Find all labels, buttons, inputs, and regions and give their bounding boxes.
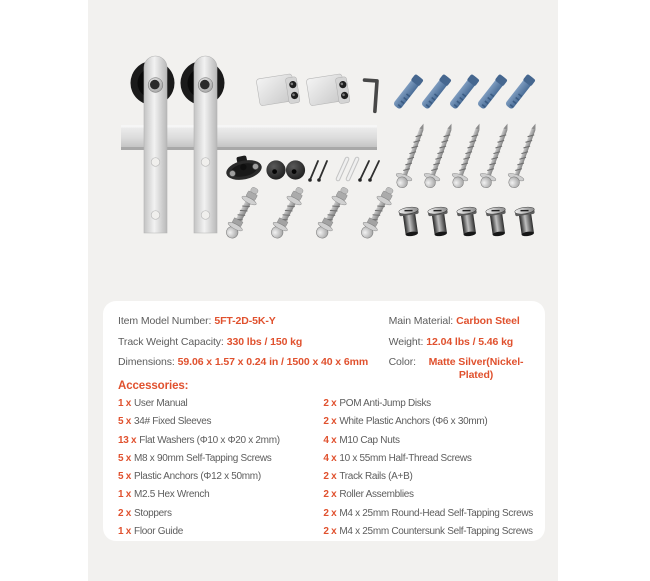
- accessory-item: [323, 468, 533, 486]
- accessory-text: Flat Washers (Φ10 x Φ20 x 2mm): [139, 434, 280, 446]
- accessories-column-left: [118, 395, 323, 541]
- spec-value: Carbon Steel: [456, 315, 520, 327]
- accessory-text: White Plastic Anchors (Φ6 x 30mm): [339, 416, 488, 428]
- small-screws-black: [358, 161, 379, 182]
- spec-value: 330 lbs / 150 kg: [226, 335, 303, 348]
- fixed-sleeve: [306, 73, 350, 108]
- anti-jump-disks: [266, 160, 305, 179]
- accessory-count: 2 x: [323, 398, 337, 409]
- spec-dimensions: [118, 352, 389, 373]
- spec-card: [103, 301, 545, 541]
- accessory-item: [323, 523, 533, 541]
- spec-track-weight-capacity: [118, 332, 389, 353]
- accessory-item: [323, 486, 533, 504]
- accessory-item: [323, 413, 533, 431]
- product-photo: [88, 40, 558, 270]
- spec-column-right: [389, 311, 533, 379]
- spec-label: Track Weight Capacity:: [118, 335, 224, 348]
- accessory-text: M8 x 90mm Self-Tapping Screws: [134, 452, 272, 464]
- accessory-count: 5 x: [118, 416, 132, 428]
- spec-item-model-number: [118, 311, 389, 332]
- accessory-text: Track Rails (A+B): [339, 471, 413, 483]
- accessory-text: Floor Guide: [134, 526, 183, 538]
- accessory-item: [118, 413, 323, 431]
- accessory-item: [323, 505, 533, 523]
- accessory-count: 4 x: [323, 434, 337, 446]
- spec-label: Color:: [388, 356, 416, 368]
- accessory-count: 2 x: [118, 507, 132, 519]
- spec-color: [389, 352, 533, 382]
- accessory-item: [118, 468, 323, 486]
- accessory-count: 2 x: [323, 507, 337, 519]
- spec-value: Matte Silver(Nickel-Plated): [428, 356, 524, 381]
- accessory-text: User Manual: [134, 398, 188, 409]
- accessory-count: 2 x: [323, 489, 337, 501]
- spec-label: Weight:: [388, 335, 424, 348]
- spec-label: Main Material:: [388, 315, 454, 327]
- spec-main-material: [389, 311, 533, 332]
- accessory-item: [118, 450, 323, 468]
- accessory-text: 34# Fixed Sleeves: [134, 416, 212, 428]
- accessory-text: 10 x 55mm Half-Thread Screws: [339, 452, 472, 464]
- accessory-count: 1 x: [118, 398, 132, 409]
- accessory-item: [118, 395, 323, 413]
- plastic-anchors-blue: [392, 74, 536, 110]
- accessory-text: Stoppers: [134, 507, 172, 519]
- small-screws-black: [308, 161, 327, 182]
- accessory-count: 2 x: [323, 526, 337, 538]
- accessory-text: M4 x 25mm Round-Head Self-Tapping Screws: [339, 507, 533, 519]
- accessories-list: [118, 393, 533, 541]
- accessory-count: 4 x: [323, 452, 337, 464]
- accessory-count: 5 x: [118, 452, 132, 464]
- white-plastic-anchors: [338, 159, 357, 179]
- accessory-text: M2.5 Hex Wrench: [134, 489, 210, 501]
- accessory-item: [118, 432, 323, 450]
- spec-value: 5FT-2D-5K-Y: [214, 315, 276, 327]
- accessory-count: 13 x: [118, 434, 137, 446]
- spec-column-left: [118, 311, 389, 379]
- spec-value: 12.04 lbs / 5.46 kg: [426, 335, 514, 348]
- spec-label: Item Model Number:: [118, 315, 212, 327]
- hex-wrench-icon: [362, 80, 377, 111]
- accessory-item: [118, 505, 323, 523]
- spec-weight: [389, 332, 533, 353]
- accessory-count: 2 x: [323, 416, 337, 428]
- cap-nuts: [398, 206, 537, 237]
- accessory-text: POM Anti-Jump Disks: [339, 398, 431, 409]
- content-background: [88, 0, 558, 581]
- accessory-item: [323, 450, 533, 468]
- self-tapping-screws: [392, 121, 543, 190]
- accessory-count: 2 x: [323, 471, 337, 483]
- accessory-text: Plastic Anchors (Φ12 x 50mm): [134, 471, 261, 483]
- spec-grid: [118, 311, 533, 379]
- accessory-item: [118, 523, 323, 541]
- accessories-heading: Accessories:: [118, 380, 189, 392]
- accessory-count: 5 x: [118, 471, 132, 483]
- accessory-item: [323, 395, 533, 413]
- accessory-text: M4 x 25mm Countersunk Self-Tapping Screws: [339, 526, 533, 538]
- fixed-sleeve: [256, 73, 300, 108]
- accessory-item: [323, 432, 533, 450]
- hanger-bolts: [222, 184, 397, 241]
- accessory-item: [118, 486, 323, 504]
- accessories-column-right: [323, 395, 533, 541]
- spec-label: Dimensions:: [118, 356, 175, 368]
- accessory-text: M10 Cap Nuts: [339, 434, 400, 446]
- accessory-count: 1 x: [118, 489, 132, 501]
- spec-value: 59.06 x 1.57 x 0.24 in / 1500 x 40 x 6mm: [177, 356, 369, 368]
- floor-guide-icon: [223, 153, 263, 183]
- accessory-text: Roller Assemblies: [339, 489, 414, 501]
- accessory-count: 1 x: [118, 526, 132, 538]
